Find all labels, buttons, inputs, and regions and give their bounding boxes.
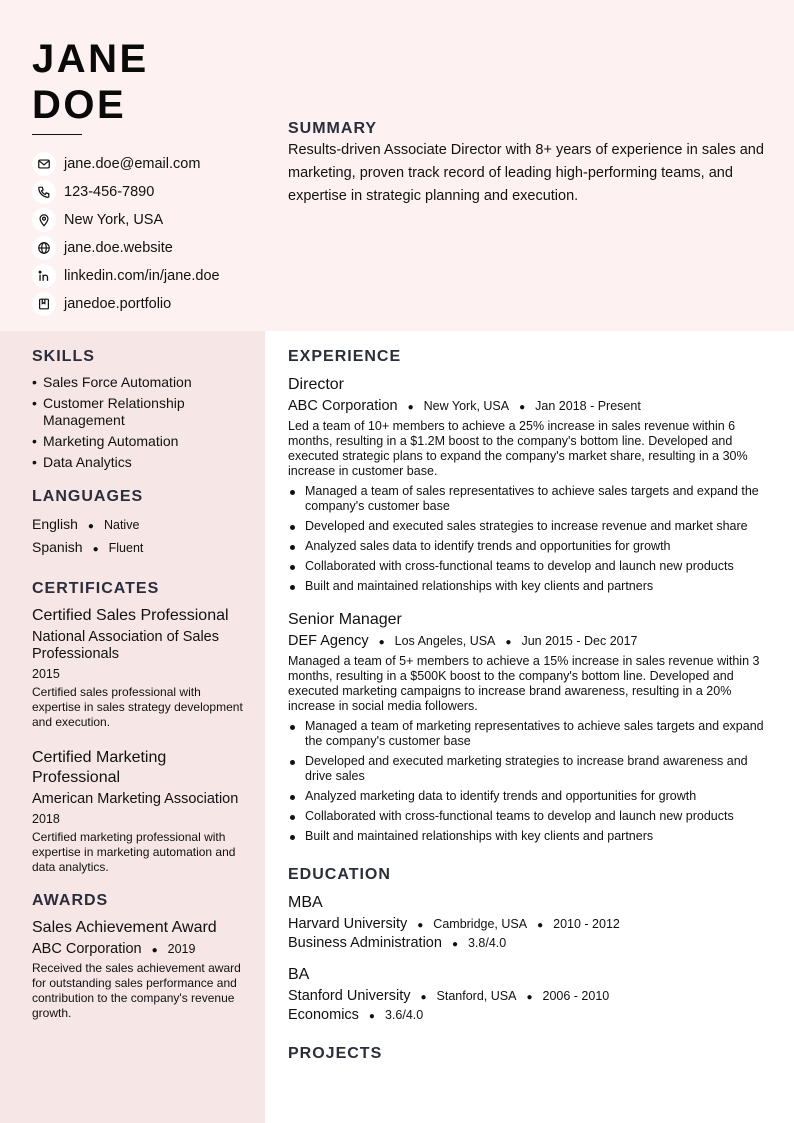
certificates-section: [32, 580, 247, 875]
certificate-issuer: National Association of Sales Professionals: [32, 629, 219, 662]
certificate-description: Certified sales professional with expertise in sales strategy development and execution.: [32, 685, 243, 729]
language-level: Native: [103, 518, 140, 532]
location-pin-icon: [32, 208, 56, 232]
skill-item: • Data Analytics: [32, 454, 247, 471]
candidate-name: JANE DOE: [32, 37, 149, 127]
language-name: English: [32, 516, 78, 532]
language-item: [32, 514, 247, 537]
job-entry: [288, 610, 768, 844]
skills-heading: SKILLS: [32, 348, 95, 365]
summary-section: [288, 120, 768, 208]
skills-section: [32, 348, 247, 471]
education-meta: [288, 988, 768, 1004]
projects-heading: PROJECTS: [288, 1045, 383, 1062]
contact-list: [32, 150, 220, 318]
job-dates: Jun 2015 - Dec 2017: [521, 634, 638, 648]
language-name: Spanish: [32, 539, 83, 555]
job-bullet: Managed a team of marketing representatives to achieve sales targets and expand the company's customer base: [288, 719, 768, 749]
education-dates: 2006 - 2010: [542, 989, 610, 1003]
certificate-title: Certified Sales Professional: [32, 607, 229, 624]
globe-icon: [32, 236, 56, 260]
education-school: Harvard University: [288, 916, 408, 932]
certificate-issuer: American Marketing Association: [32, 791, 239, 807]
job-bullets: [288, 719, 768, 844]
job-bullet: Developed and executed marketing strategies to increase brand awareness and drive sales: [288, 754, 768, 784]
summary-text: Results-driven Associate Director with 8+ years of experience in sales and marketing, proven track record of leading high-performing teams, and expertise in strategic planning and execution.: [288, 142, 764, 204]
job-bullet: Collaborated with cross-functional teams to develop and launch new products: [288, 559, 768, 574]
education-dates: 2010 - 2012: [553, 917, 620, 931]
linkedin-icon: [32, 264, 56, 288]
job-bullet: Built and maintained relationships with key clients and partners: [288, 579, 768, 594]
separator-dot: ●: [526, 992, 533, 1003]
languages-section: [32, 488, 247, 560]
separator-dot: ●: [451, 939, 458, 950]
job-dates: Jan 2018 - Present: [535, 399, 641, 413]
job-title: Senior Manager: [288, 611, 402, 628]
separator-dot: ●: [519, 402, 526, 413]
education-school: Stanford University: [288, 988, 411, 1004]
award-meta: [32, 941, 247, 957]
award-title: Sales Achievement Award: [32, 919, 217, 936]
job-bullet: Collaborated with cross-functional teams to develop and launch new products: [288, 809, 768, 824]
right-column: [288, 348, 768, 1072]
language-item: [32, 537, 247, 560]
awards-heading: AWARDS: [32, 892, 109, 909]
contact-portfolio[interactable]: janedoe.portfolio: [32, 290, 220, 318]
certificate-item: [32, 606, 247, 730]
education-field: Business Administration: [288, 935, 442, 951]
certificate-title: Certified Marketing Professional: [32, 749, 167, 786]
education-heading: EDUCATION: [288, 866, 391, 883]
job-bullets: [288, 484, 768, 594]
education-field-row: [288, 935, 768, 951]
education-entry: [288, 893, 768, 951]
award-item: [32, 918, 247, 1021]
separator-dot: ●: [151, 945, 158, 956]
separator-dot: ●: [368, 1011, 375, 1022]
separator-dot: ●: [420, 992, 427, 1003]
job-entry: [288, 375, 768, 594]
separator-dot: ●: [92, 544, 99, 555]
job-description: Led a team of 10+ members to achieve a 25% increase in sales revenue within 6 months, resulting in a $1.2M boost to the company's bottom line. Developed and executed strategic plans to expand the company's market share, resulting in a 30% increase in customer base.: [288, 419, 748, 478]
job-company: ABC Corporation: [288, 398, 398, 414]
education-location: Cambridge, USA: [433, 917, 528, 931]
contact-linkedin[interactable]: linkedin.com/in/jane.doe: [32, 262, 220, 290]
job-bullet: Built and maintained relationships with key clients and partners: [288, 829, 768, 844]
skills-list: [32, 374, 247, 471]
job-location: Los Angeles, USA: [394, 634, 496, 648]
job-description: Managed a team of 5+ members to achieve a 15% increase in sales revenue within 3 months, resulting in a $500K boost to the company's bottom line. Developed and executed marketing campaigns to increase brand awareness, resulting in a 20% increase in social media followers.: [288, 654, 760, 713]
job-meta: [288, 398, 768, 414]
bookmark-icon: [32, 292, 56, 316]
contact-website[interactable]: jane.doe.website: [32, 234, 220, 262]
job-company: DEF Agency: [288, 633, 369, 649]
job-bullet: Analyzed marketing data to identify trends and opportunities for growth: [288, 789, 768, 804]
education-field: Economics: [288, 1007, 359, 1023]
separator-dot: ●: [417, 920, 424, 931]
job-location: New York, USA: [423, 399, 510, 413]
phone-icon: [32, 180, 56, 204]
summary-heading: SUMMARY: [288, 120, 378, 137]
languages-heading: LANGUAGES: [32, 488, 144, 505]
education-location: Stanford, USA: [436, 989, 517, 1003]
separator-dot: ●: [87, 521, 94, 532]
job-bullet: Managed a team of sales representatives to achieve sales targets and expand the company's customer base: [288, 484, 768, 514]
left-column: [32, 348, 247, 1038]
contact-location: New York, USA: [32, 206, 220, 234]
skill-item: • Marketing Automation: [32, 433, 247, 450]
contact-phone[interactable]: 123-456-7890: [32, 178, 220, 206]
award-issuer: ABC Corporation: [32, 941, 142, 957]
job-title: Director: [288, 376, 345, 393]
award-description: Received the sales achievement award for outstanding sales performance and contribution to the company's revenue growth.: [32, 961, 241, 1020]
separator-dot: ●: [378, 637, 385, 648]
education-entry: [288, 965, 768, 1023]
job-meta: [288, 633, 768, 649]
certificate-item: [32, 748, 247, 875]
education-meta: [288, 916, 768, 932]
education-gpa: 3.8/4.0: [467, 936, 507, 950]
experience-heading: EXPERIENCE: [288, 348, 402, 365]
mail-icon: [32, 152, 56, 176]
certificate-description: Certified marketing professional with expertise in marketing automation and data analytics.: [32, 830, 236, 874]
language-level: Fluent: [108, 541, 144, 555]
awards-section: [32, 892, 247, 1021]
separator-dot: ●: [407, 402, 414, 413]
award-year: 2019: [167, 942, 196, 956]
separator-dot: ●: [505, 637, 512, 648]
separator-dot: ●: [537, 920, 544, 931]
skill-item: • Sales Force Automation: [32, 374, 247, 391]
certificate-year: 2015: [32, 667, 60, 681]
education-degree: MBA: [288, 894, 323, 911]
education-gpa: 3.6/4.0: [384, 1008, 424, 1022]
name-divider: [32, 134, 82, 135]
contact-email[interactable]: jane.doe@email.com: [32, 150, 220, 178]
education-field-row: [288, 1007, 768, 1023]
skill-item: • Customer Relationship Management: [32, 395, 247, 429]
certificate-year: 2018: [32, 812, 60, 826]
job-bullet: Analyzed sales data to identify trends and opportunities for growth: [288, 539, 768, 554]
education-degree: BA: [288, 966, 310, 983]
certificates-heading: CERTIFICATES: [32, 580, 160, 597]
job-bullet: Developed and executed sales strategies to increase revenue and market share: [288, 519, 768, 534]
